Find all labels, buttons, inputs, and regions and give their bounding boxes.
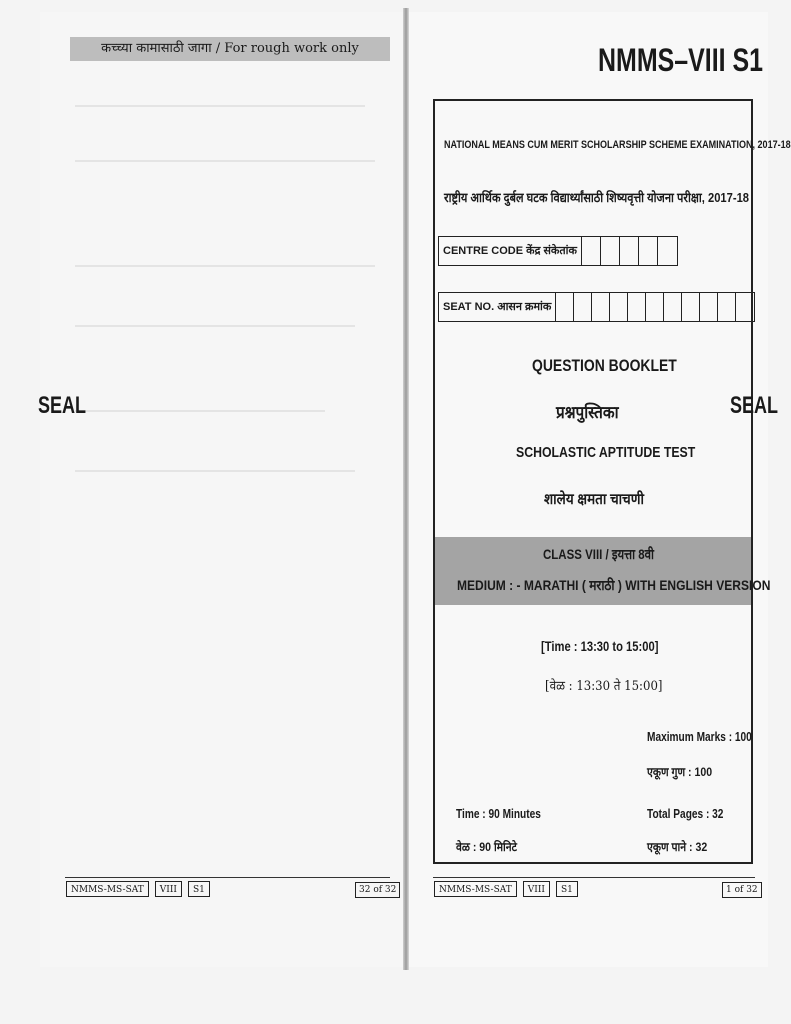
footer-class: VIII <box>155 881 182 897</box>
centre-code-cell[interactable] <box>620 237 639 265</box>
seat-number-cell[interactable] <box>718 293 736 321</box>
left-page <box>40 12 404 967</box>
footer-set: S1 <box>188 881 210 897</box>
centre-code-cell[interactable] <box>639 237 658 265</box>
exam-time-marathi: [वेळ : 13:30 ते 15:00] <box>545 679 663 694</box>
cover-frame <box>433 99 753 864</box>
bleed-through-line <box>75 160 375 162</box>
seat-number-cell[interactable] <box>682 293 700 321</box>
seat-number-cell[interactable] <box>610 293 628 321</box>
booklet-title-marathi: प्रश्नपुस्तिका <box>556 403 619 422</box>
centre-code-cell[interactable] <box>582 237 601 265</box>
exam-time-english: [Time : 13:30 to 15:00] <box>541 638 659 654</box>
bleed-through-line <box>75 325 355 327</box>
footer-rule-left <box>65 877 390 878</box>
booklet-title-english: QUESTION BOOKLET <box>532 356 677 375</box>
test-name-marathi: शालेय क्षमता चाचणी <box>544 491 645 508</box>
footer-code: NMMS-MS-SAT <box>434 881 517 897</box>
class-line: CLASS VIII / इयत्ता 8वी <box>543 546 655 562</box>
bleed-through-line <box>75 265 375 267</box>
seat-number-cell[interactable] <box>628 293 646 321</box>
medium-line: MEDIUM : - MARATHI ( मराठी ) WITH ENGLISH VERSION <box>457 577 771 593</box>
bleed-through-line <box>75 105 365 107</box>
seat-number-label: SEAT NO. आसन क्रमांक <box>439 293 556 321</box>
centre-code-box <box>438 236 678 266</box>
seat-number-cell[interactable] <box>592 293 610 321</box>
bleed-through-line <box>75 470 355 472</box>
test-name-english: SCHOLASTIC APTITUDE TEST <box>516 444 696 461</box>
centre-code-cell[interactable] <box>658 237 677 265</box>
seat-number-cell[interactable] <box>736 293 754 321</box>
footer-rule-right <box>433 877 755 878</box>
seat-number-cell[interactable] <box>646 293 664 321</box>
centre-code-label: CENTRE CODE केंद्र संकेतांक <box>439 237 582 265</box>
seal-label-right: SEAL <box>730 392 779 419</box>
footer-code: NMMS-MS-SAT <box>66 881 149 897</box>
footer-class: VIII <box>523 881 550 897</box>
duration-english: Time : 90 Minutes <box>456 806 541 821</box>
seal-label-left: SEAL <box>38 392 87 419</box>
total-pages-marathi: एकूण पाने : 32 <box>647 840 708 854</box>
page-number-right: 1 of 32 <box>722 882 762 898</box>
footer-right <box>434 880 584 898</box>
duration-marathi: वेळ : 90 मिनिटे <box>456 840 517 854</box>
bleed-through-line <box>75 410 325 412</box>
max-marks-marathi: एकूण गुण : 100 <box>647 765 713 779</box>
rough-work-banner: कच्च्या कामासाठी जागा / For rough work only <box>70 37 390 61</box>
max-marks-english: Maximum Marks : 100 <box>647 729 752 744</box>
footer-set: S1 <box>556 881 578 897</box>
page-number-left: 32 of 32 <box>355 882 400 898</box>
seat-number-cell[interactable] <box>556 293 574 321</box>
footer-left <box>66 880 216 898</box>
seat-number-cell[interactable] <box>700 293 718 321</box>
seat-number-cell[interactable] <box>664 293 682 321</box>
centre-code-cell[interactable] <box>601 237 620 265</box>
booklet-code-title: NMMS–VIII S1 <box>598 42 764 78</box>
total-pages-english: Total Pages : 32 <box>647 806 724 821</box>
exam-name-marathi: राष्ट्रीय आर्थिक दुर्बल घटक विद्यार्थ्यांसाठी शिष्यवृत्ती योजना परीक्षा, 2017-18 <box>444 190 750 205</box>
page-fold <box>403 8 409 970</box>
seat-number-cell[interactable] <box>574 293 592 321</box>
exam-name-english: NATIONAL MEANS CUM MERIT SCHOLARSHIP SCHEME EXAMINATION, 2017-18 <box>444 139 791 151</box>
seat-number-box <box>438 292 755 322</box>
